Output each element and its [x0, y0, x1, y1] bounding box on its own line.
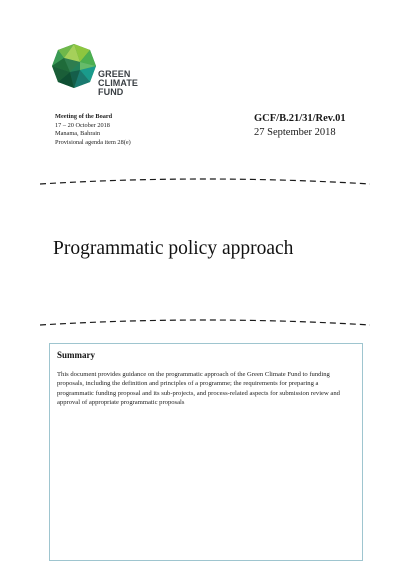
logo-wordmark — [98, 70, 138, 97]
summary-heading: Summary — [57, 350, 95, 360]
globe-icon — [50, 42, 98, 90]
gcf-logo — [50, 42, 142, 102]
document-date: 27 September 2018 — [254, 127, 336, 138]
meeting-dates: 17 – 20 October 2018 — [55, 121, 110, 129]
summary-box — [49, 343, 363, 561]
document-reference — [254, 112, 346, 140]
page-title: Programmatic policy approach — [53, 238, 294, 259]
meeting-title: Meeting of the Board — [55, 113, 113, 120]
logo-line-3: FUND — [98, 87, 124, 97]
top-divider — [38, 176, 372, 186]
document-code: GCF/B.21/31/Rev.01 — [254, 113, 346, 124]
summary-text: This document provides guidance on the programmatic approach of the Green Climate Fund to funding proposals, including the definition and principles of a programme; the requirements for preparing a programmatic funding proposal and its sub-projects, and process-related aspects for submission review and approval of appropriate programmatic proposals — [57, 371, 340, 406]
logo-line-1: GREEN — [98, 69, 131, 79]
logo-line-2: CLIMATE — [98, 78, 139, 88]
meeting-location: Manama, Bahrain — [55, 130, 101, 138]
meeting-info — [55, 113, 131, 147]
meeting-agenda: Provisional agenda item 28(e) — [55, 138, 131, 146]
bottom-divider — [38, 317, 372, 327]
